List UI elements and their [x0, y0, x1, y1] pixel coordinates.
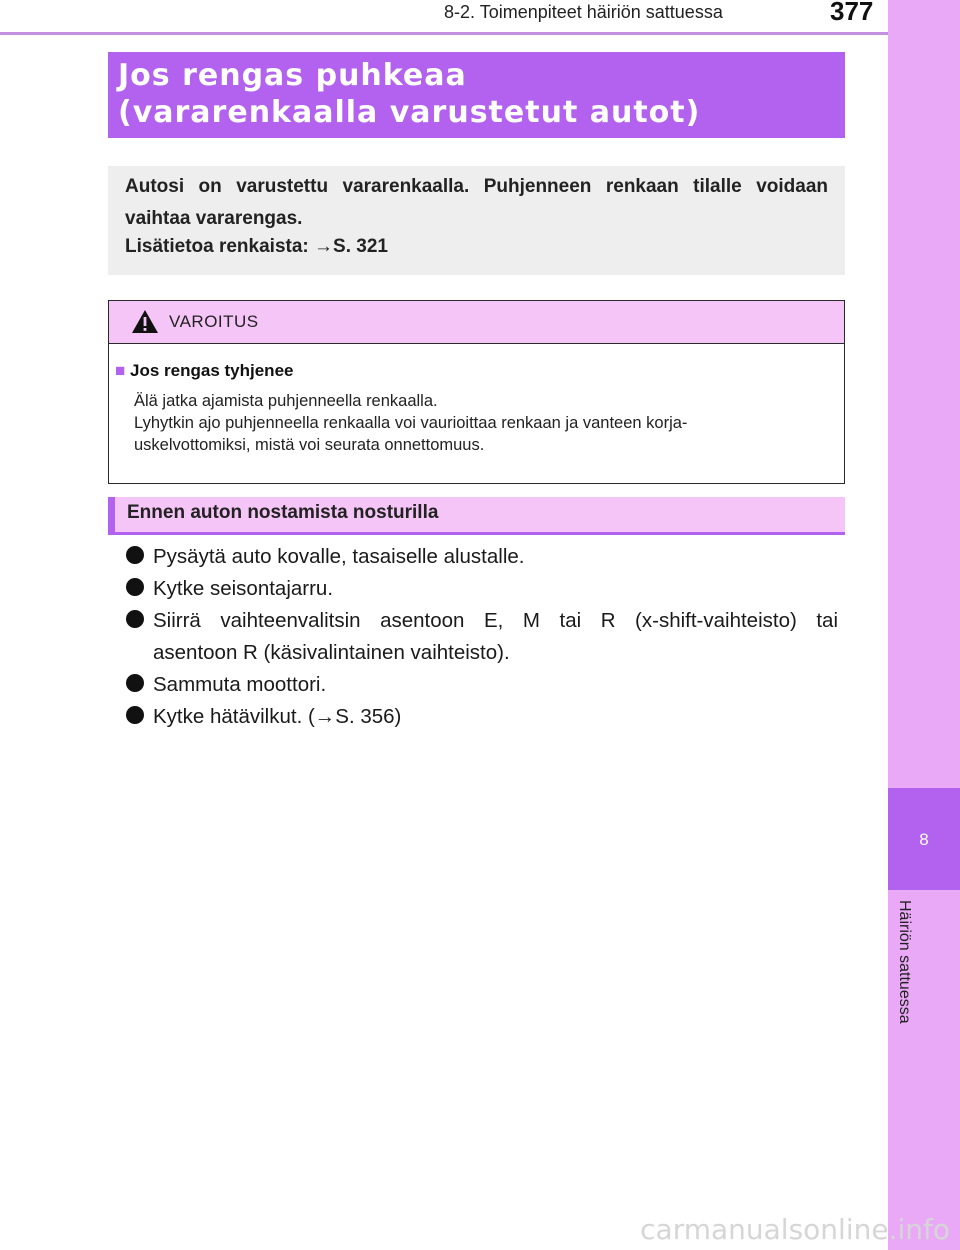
list-item — [126, 605, 838, 669]
warning-box — [108, 300, 845, 484]
section-heading-text: Ennen auton nostamista nosturilla — [127, 502, 439, 523]
square-bullet-icon: ■ — [115, 361, 126, 380]
bullet-dot-icon — [126, 578, 144, 596]
page-number: 377 — [830, 0, 874, 26]
warning-header — [109, 301, 844, 344]
warning-body — [134, 390, 834, 456]
intro-box — [108, 166, 845, 275]
side-tab-chapter-number: 8 — [919, 830, 929, 849]
bullet-dot-icon — [126, 610, 144, 628]
list-item-text: Kytke seisontajarru. — [153, 577, 334, 600]
watermark: carmanualsonline.info — [640, 1213, 950, 1246]
warning-line: Lyhytkin ajo puhjenneella renkaalla voi vaurioittaa renkaan ja vanteen korja- — [134, 414, 688, 432]
warning-line: Älä jatka ajamista puhjenneella renkaalla. — [134, 392, 438, 410]
side-tab-chapter-label: Häiriön sattuessa — [896, 900, 913, 1024]
bullet-list — [126, 541, 838, 733]
list-item — [126, 573, 838, 605]
list-item-text-line-2: asentoon R (käsivalintainen vaihteisto). — [153, 641, 510, 664]
section-heading — [108, 497, 845, 535]
list-item-text-line-1: Siirrä vaihteenvalitsin asentoon E, M tai R (x-shift-vaihteisto) tai — [153, 609, 838, 632]
side-tab-strip — [888, 0, 960, 1250]
list-item-text[interactable]: Kytke hätävilkut. (→S. 356) — [153, 705, 402, 728]
header-section-title: 8-2. Toimenpiteet häiriön sattuessa — [444, 2, 723, 22]
bullet-dot-icon — [126, 674, 144, 692]
warning-subheading — [115, 361, 293, 381]
list-item — [126, 541, 838, 573]
warning-triangle-icon — [131, 309, 159, 334]
page-title-line-2: (vararenkaalla varustetut autot) — [118, 95, 701, 130]
page-title-line-1: Jos rengas puhkeaa — [118, 58, 467, 93]
warning-subheading-text: Jos rengas tyhjenee — [130, 361, 294, 380]
bullet-dot-icon — [126, 546, 144, 564]
section-heading-accent-bar — [108, 497, 115, 532]
list-item-text: Pysäytä auto kovalle, tasaiselle alustalle. — [153, 545, 525, 568]
list-item — [126, 701, 838, 733]
intro-reference-link[interactable]: Lisätietoa renkaista: →S. 321 — [125, 236, 388, 257]
warning-title: VAROITUS — [169, 312, 259, 331]
list-item-text: Sammuta moottori. — [153, 673, 327, 696]
page-title-box — [108, 52, 845, 138]
list-item — [126, 669, 838, 701]
intro-text: Autosi on varustettu vararenkaalla. Puhjenneen renkaan tilalle voidaan vaihtaa vararengas. — [125, 176, 828, 229]
header-divider — [0, 32, 888, 35]
bullet-dot-icon — [126, 706, 144, 724]
warning-line: uskelvottomiksi, mistä voi seurata onnettomuus. — [134, 436, 485, 454]
